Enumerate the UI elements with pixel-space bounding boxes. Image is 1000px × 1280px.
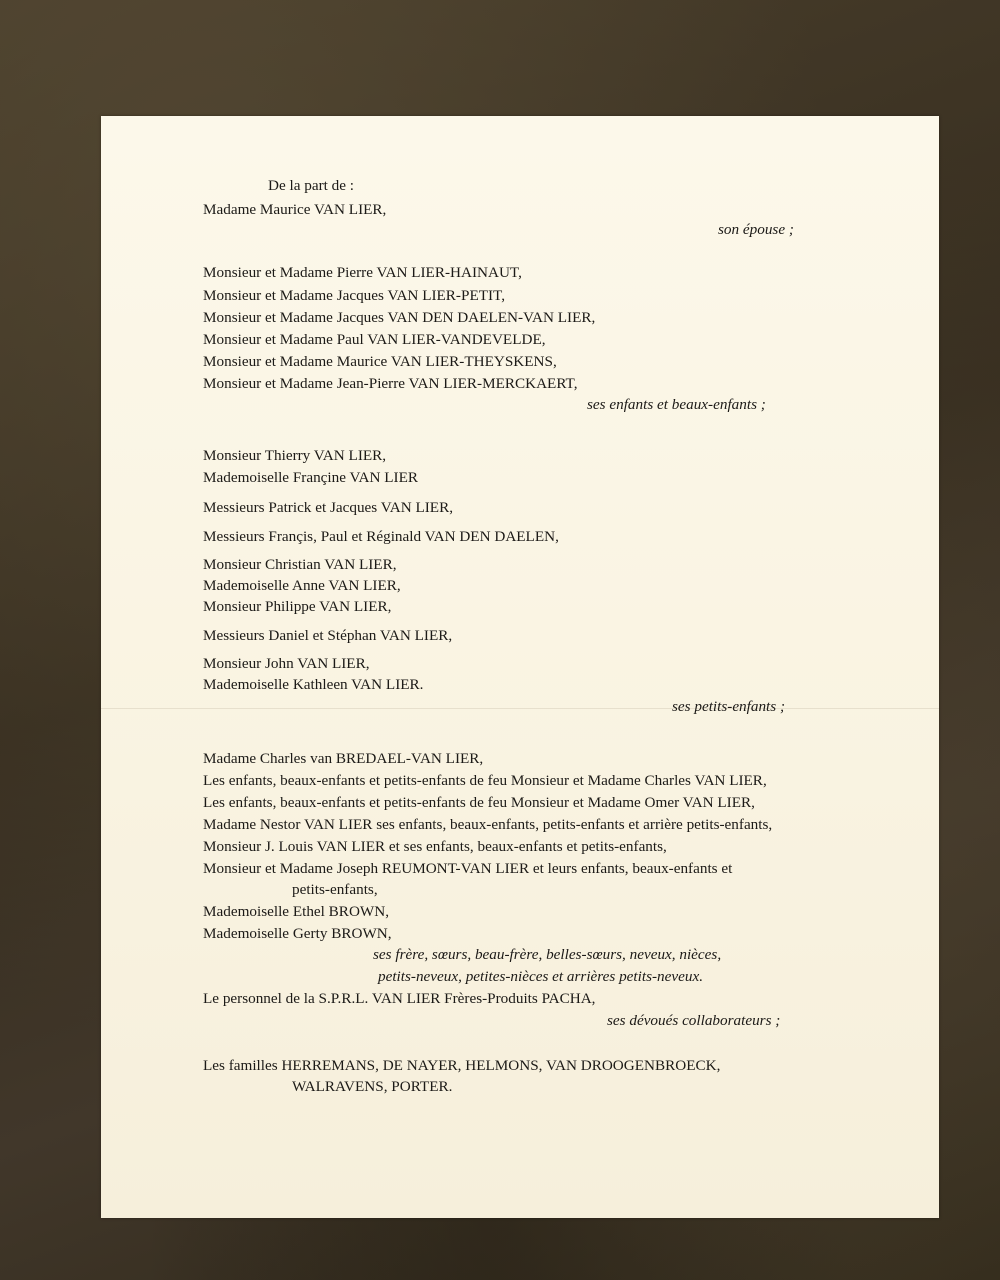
grandchild-line: Messieurs Françis, Paul et Réginald VAN DEN DAELEN, [203,528,559,545]
grandchild-line: Monsieur Thierry VAN LIER, [203,447,387,464]
grandchild-line: Mademoiselle Kathleen VAN LIER. [203,676,424,693]
sibling-line: Les enfants, beaux-enfants et petits-enfants de feu Monsieur et Madame Charles VAN LIER, [203,772,767,789]
child-line: Monsieur et Madame Paul VAN LIER-VANDEVELDE, [203,331,546,348]
sibling-line: Madame Charles van BREDAEL-VAN LIER, [203,750,484,767]
grandchild-line: Messieurs Patrick et Jacques VAN LIER, [203,499,453,516]
paper-fold [101,708,939,709]
sibling-line-continued: petits-enfants, [292,881,378,898]
sibling-line: Monsieur J. Louis VAN LIER et ses enfants, beaux-enfants et petits-enfants, [203,838,667,855]
widow-name: Madame Maurice VAN LIER, [203,201,387,218]
grandchild-line: Monsieur Christian VAN LIER, [203,556,397,573]
grandchildren-role: ses petits-enfants ; [672,698,786,715]
child-line: Monsieur et Madame Jacques VAN DEN DAELEN-VAN LIER, [203,309,596,326]
siblings-role-line-2: petits-neveux, petites-nièces et arrières petits-neveux. [378,968,703,985]
grandchild-line: Monsieur Philippe VAN LIER, [203,598,392,615]
children-role: ses enfants et beaux-enfants ; [587,396,766,413]
staff-line: Le personnel de la S.P.R.L. VAN LIER Frères-Produits PACHA, [203,990,596,1007]
sibling-line: Monsieur et Madame Joseph REUMONT-VAN LIER et leurs enfants, beaux-enfants et [203,860,733,877]
sibling-line: Mademoiselle Ethel BROWN, [203,903,390,920]
intro-line: De la part de : [268,177,355,194]
widow-role: son épouse ; [718,221,794,238]
child-line: Monsieur et Madame Maurice VAN LIER-THEYSKENS, [203,353,557,370]
grandchild-line: Monsieur John VAN LIER, [203,655,370,672]
child-line: Monsieur et Madame Pierre VAN LIER-HAINAUT, [203,264,522,281]
grandchild-line: Mademoiselle Françine VAN LIER [203,469,418,486]
grandchild-line: Messieurs Daniel et Stéphan VAN LIER, [203,627,453,644]
sibling-line: Mademoiselle Gerty BROWN, [203,925,392,942]
families-line-1: Les familles HERREMANS, DE NAYER, HELMONS, VAN DROOGENBROECK, [203,1057,721,1074]
families-line-2: WALRAVENS, PORTER. [292,1078,453,1095]
announcement-sheet [101,116,939,1218]
child-line: Monsieur et Madame Jacques VAN LIER-PETIT, [203,287,505,304]
staff-role: ses dévoués collaborateurs ; [607,1012,781,1029]
child-line: Monsieur et Madame Jean-Pierre VAN LIER-MERCKAERT, [203,375,578,392]
grandchild-line: Mademoiselle Anne VAN LIER, [203,577,401,594]
sibling-line: Les enfants, beaux-enfants et petits-enfants de feu Monsieur et Madame Omer VAN LIER, [203,794,755,811]
siblings-role-line-1: ses frère, sœurs, beau-frère, belles-sœurs, neveux, nièces, [373,946,722,963]
sibling-line: Madame Nestor VAN LIER ses enfants, beaux-enfants, petits-enfants et arrière petits-enfants, [203,816,773,833]
